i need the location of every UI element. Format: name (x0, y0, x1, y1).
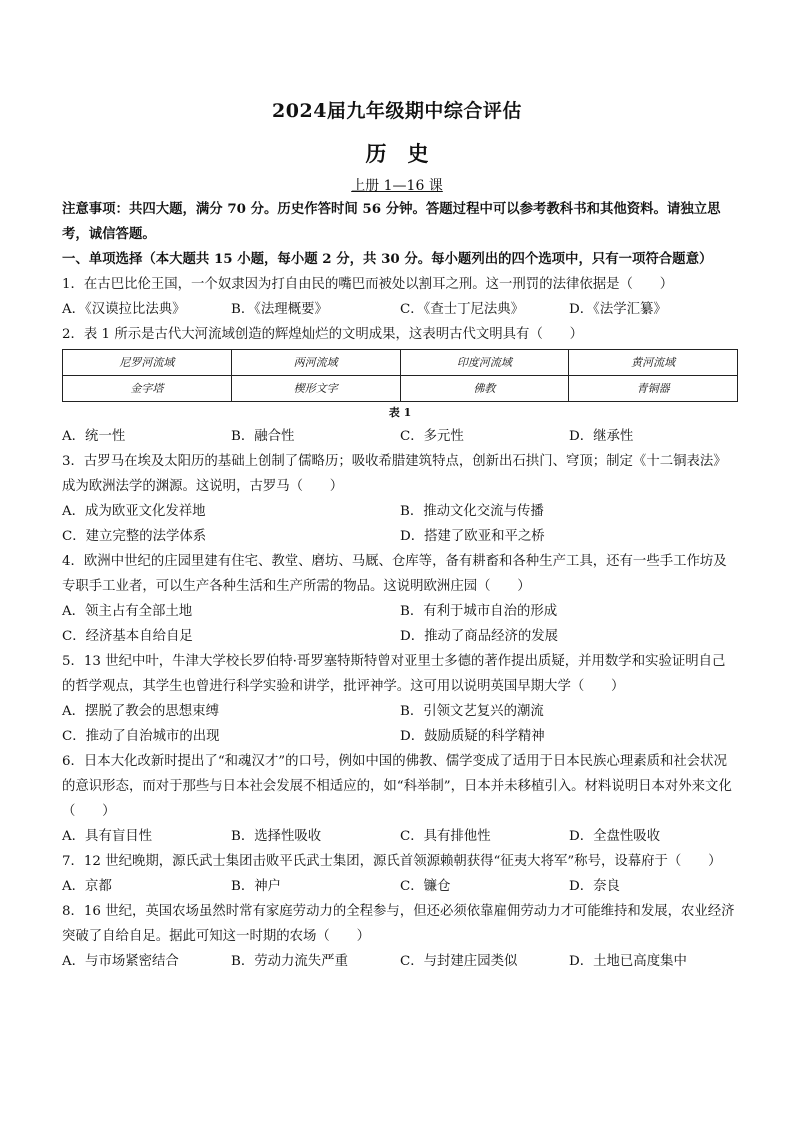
table-cell: 佛教 (400, 376, 569, 402)
exam-title: 2024届九年级期中综合评估 (272, 100, 522, 122)
question-1-options (62, 297, 738, 322)
question-4-stem: 4．欧洲中世纪的庄园里建有住宅、教堂、磨坊、马厩、仓库等，备有耕畜和各种生产工具，还有一些手工作坊及专职手工业者，可以生产各种生活和生产所需的物品。这说明欧洲庄园（ ） (62, 554, 727, 594)
question-3-stem: 3．古罗马在埃及太阳历的基础上创制了儒略历；吸收希腊建筑特点，创新出石拱门、穹顶；制定《十二铜表法》成为欧洲法学的渊源。这说明，古罗马（ ） (62, 454, 727, 494)
question-8-options (62, 949, 738, 974)
table-cell: 印度河流域 (400, 350, 569, 376)
option-a: A．京都 (62, 879, 112, 894)
table-cell: 金字塔 (63, 376, 232, 402)
option-c: C．具有排他性 (400, 829, 491, 844)
option-c: C．镰仓 (400, 879, 451, 894)
option-b: B．引领文艺复兴的潮流 (400, 704, 544, 719)
option-d: D．搭建了欧亚和平之桥 (400, 529, 545, 544)
option-a: A．摆脱了教会的思想束缚 (62, 704, 219, 719)
question-2-options (62, 424, 738, 449)
option-a: A．统一性 (62, 429, 126, 444)
table-caption: 表 1 (388, 406, 412, 419)
subject-title: 历 史 (365, 141, 429, 166)
table-cell: 尼罗河流域 (63, 350, 232, 376)
table-cell: 青铜器 (569, 376, 738, 402)
option-d: D．《法学汇纂》 (569, 302, 667, 317)
option-c: C．建立完整的法学体系 (62, 529, 207, 544)
table-cell: 两河流域 (231, 350, 400, 376)
option-c: C．推动了自治城市的出现 (62, 729, 220, 744)
option-a: A．具有盲目性 (62, 829, 153, 844)
option-b: B．劳动力流失严重 (231, 954, 348, 969)
question-6-options (62, 824, 738, 849)
option-b: B．推动文化交流与传播 (400, 504, 544, 519)
option-d: D．推动了商品经济的发展 (400, 629, 559, 644)
exam-body (62, 197, 738, 974)
option-a: A．领主占有全部土地 (62, 604, 193, 619)
option-d: D．土地已高度集中 (569, 954, 687, 969)
option-d: D．奈良 (569, 879, 620, 894)
table-cell: 楔形文字 (231, 376, 400, 402)
question-4-options (62, 599, 738, 649)
question-2-stem: 2．表 1 所示是古代大河流域创造的辉煌灿烂的文明成果，这表明古代文明具有（ ） (62, 327, 584, 342)
question-7-options (62, 874, 738, 899)
option-b: B．神户 (231, 879, 282, 894)
table-cell: 黄河流域 (569, 350, 738, 376)
option-b: B．选择性吸收 (231, 829, 322, 844)
option-c: C．《查士丁尼法典》 (400, 302, 525, 317)
option-d: D．全盘性吸收 (569, 829, 661, 844)
civilization-table (62, 349, 738, 402)
option-b: B．有利于城市自治的形成 (400, 604, 558, 619)
option-d: D．鼓励质疑的科学精神 (400, 729, 545, 744)
option-a: A．《汉谟拉比法典》 (62, 302, 186, 317)
table-row (63, 376, 738, 402)
option-c: C．与封建庄园类似 (400, 954, 518, 969)
option-c: C．多元性 (400, 429, 464, 444)
option-b: B．融合性 (231, 429, 295, 444)
option-c: C．经济基本自给自足 (62, 629, 193, 644)
question-1-stem: 1．在古巴比伦王国，一个奴隶因为打自由民的嘴巴而被处以割耳之刑。这一刑罚的法律依据是（ ） (62, 277, 674, 292)
question-3-options (62, 499, 738, 549)
notice: 注意事项：共四大题，满分 70 分。历史作答时间 56 分钟。答题过程中可以参考教科书和其他资料。请独立思考，诚信答题。 (62, 201, 721, 242)
option-a: A．与市场紧密结合 (62, 954, 179, 969)
option-a: A．成为欧亚文化发祥地 (62, 504, 206, 519)
question-5-options (62, 699, 738, 749)
question-7-stem: 7．12 世纪晚期，源氏武士集团击败平氏武士集团，源氏首领源赖朝获得“征夷大将军”称号，设幕府于（ ） (62, 854, 722, 869)
question-5-stem: 5．13 世纪中叶，牛津大学校长罗伯特·哥罗塞特斯特曾对亚里士多德的著作提出质疑，并用数学和实验证明自己的哲学观点，其学生也曾进行科学实验和讲学，批评神学。这可用以说明英国早期大学（ ） (62, 654, 726, 694)
option-d: D．继承性 (569, 429, 634, 444)
question-8-stem: 8．16 世纪，英国农场虽然时常有家庭劳动力的全程参与，但还必须依靠雇佣劳动力才可能维持和发展，农业经济突破了自给自足。据此可知这一时期的农场（ ） (62, 904, 735, 944)
question-6-stem: 6．日本大化改新时提出了“和魂汉才”的口号，例如中国的佛教、儒学变成了适用于日本民族心理素质和社会状况的意识形态，而对于那些与日本社会发展不相适应的，如“科举制”，日本并未移植引入。材料说明日本对外来文化（ ） (62, 754, 732, 819)
scope-label: 上册 1—16 课 (351, 178, 443, 194)
section-heading: 一、单项选择（本大题共 15 小题，每小题 2 分，共 30 分。每小题列出的四个选项中，只有一项符合题意） (62, 251, 713, 267)
option-b: B．《法理概要》 (231, 302, 328, 317)
table-header-row (63, 350, 738, 376)
